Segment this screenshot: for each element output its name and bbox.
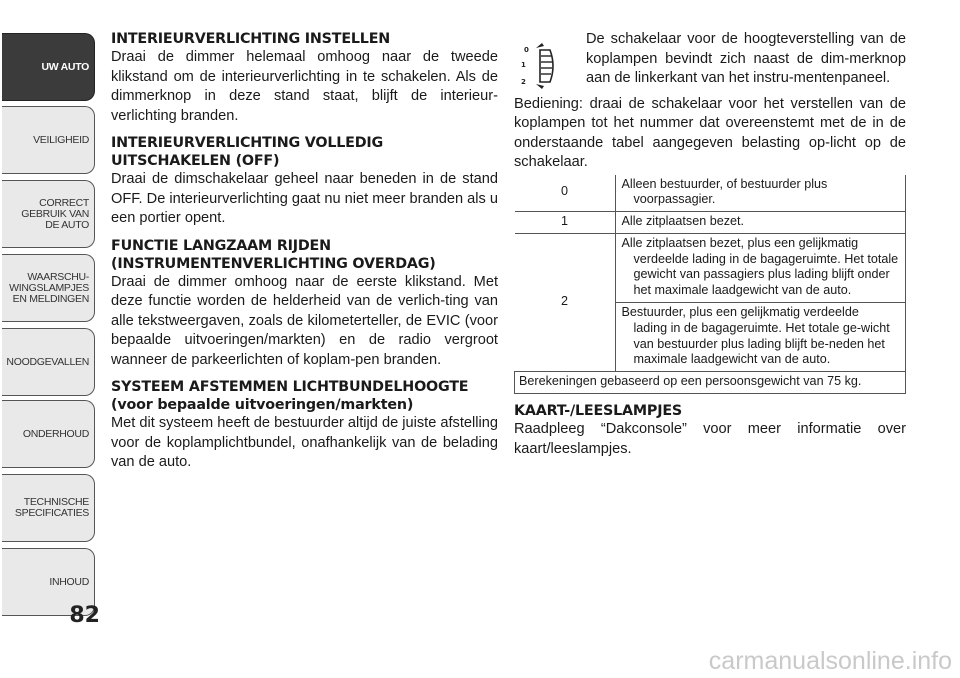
- table-cell-description: Alle zitplaatsen bezet.: [615, 212, 906, 234]
- table-row: [515, 372, 906, 394]
- section-body: Draai de dimschakelaar geheel naar beneden in de stand OFF. De interieurverlichting gaat nu niet meer branden als u een portier opent.: [111, 171, 498, 226]
- section-body: Met dit systeem heeft de bestuurder altijd de juiste afstelling voor de koplamplichtbundel, onafhankelijk van de belading van de auto.: [111, 415, 498, 470]
- section-title: INTERIEURVERLICHTING INSTELLEN: [111, 31, 391, 47]
- section-title: SYSTEEM AFSTEMMEN LICHTBUNDELHOOGTE (voor bepaalde uitvoeringen/markten): [111, 379, 469, 413]
- leveling-mark: 1: [521, 61, 526, 69]
- section-body: Draai de dimmer helemaal omhoog naar de tweede klikstand om de interieurverlichting in te schakelen. Als de dimmerknop in deze stand staat, blijft de interieur-verlichting branden.: [111, 49, 498, 124]
- chapter-tabs: [0, 0, 100, 678]
- table-cell-description: Bestuurder, plus een gelijkmatig verdeelde lading in de bagageruimte. Het totale ge-wicht van bestuurder plus lading blijft be-neden het maximale laadgewicht van de auto.: [615, 303, 906, 372]
- headlamp-leveling-icon: [514, 36, 586, 92]
- tab-technische-specificaties[interactable]: [2, 474, 95, 542]
- tab-label: ONDERHOUD: [22, 427, 89, 440]
- section-headlamp-leveling: [111, 378, 498, 473]
- table-row: [515, 233, 906, 302]
- section-body: Draai de dimmer omhoog naar de eerste klikstand. Met deze functie worden de helderheid van de verlich-ting van alle tekstweergaven, zoals de kilometerteller, de EVIC (voor bepaalde uitvoeringen/markten) en de radio vergroot wanneer de parkeerlichten of koplam-pen branden.: [111, 273, 498, 368]
- tab-waarschuwingslampjes[interactable]: [2, 254, 95, 322]
- tab-veiligheid[interactable]: [2, 106, 95, 174]
- tab-noodgevallen[interactable]: [2, 328, 95, 396]
- tab-label: CORRECT GEBRUIK VAN DE AUTO: [21, 196, 89, 231]
- tab-label: VEILIGHEID: [33, 133, 89, 146]
- section-title: INTERIEURVERLICHTING VOLLEDIG UITSCHAKELEN (OFF): [111, 135, 384, 169]
- tab-uw-auto[interactable]: [2, 33, 95, 101]
- table-cell-description: Alle zitplaatsen bezet, plus een gelijkmatig verdeelde lading in de bagageruimte. Het totale gewicht van passagiers plus lading blijft onder het maximale laadgewicht van de auto.: [615, 233, 906, 302]
- tab-label: UW AUTO: [41, 60, 89, 73]
- table-cell-position: 2: [515, 233, 616, 371]
- section-slow-driving-function: [111, 237, 498, 371]
- section-interior-lights-off: [111, 134, 498, 229]
- tab-label: NOODGEVALLEN: [6, 355, 89, 368]
- section-title: FUNCTIE LANGZAAM RIJDEN (INSTRUMENTENVERLICHTING OVERDAG): [111, 237, 436, 272]
- tab-onderhoud[interactable]: [2, 400, 95, 468]
- table-cell-description: Alleen bestuurder, of bestuurder plus voorpassagier.: [615, 175, 906, 212]
- leveling-mark: 2: [521, 78, 526, 86]
- page-number: 82: [69, 603, 100, 628]
- table-row: [515, 175, 906, 212]
- leveling-intro: [514, 30, 906, 95]
- right-column: [514, 30, 906, 467]
- section-interior-lights-on: [111, 30, 498, 126]
- load-table: [514, 175, 906, 395]
- table-footnote: Berekeningen gebaseerd op een persoonsgewicht van 75 kg.: [515, 372, 906, 394]
- leveling-mark: 0: [524, 46, 529, 54]
- leveling-intro-text: De schakelaar voor de hoogteverstelling van de koplampen bevindt zich naast de dim-merknop aan de linkerkant van het instru-mentenpaneel.: [586, 31, 906, 86]
- left-column: [111, 30, 498, 481]
- section-map-lights: [514, 402, 906, 459]
- tab-label: TECHNISCHE SPECIFICATIES: [14, 496, 89, 519]
- tab-label: INHOUD: [49, 575, 89, 588]
- watermark: carmanualsonline.info: [708, 647, 952, 675]
- tab-correct-gebruik[interactable]: [2, 180, 95, 248]
- leveling-usage-text: Bediening: draai de schakelaar voor het verstellen van de koplampen tot het nummer dat overeenstemt met de in de onderstaande tabel aangegeven belasting op-licht op de schakelaar.: [514, 95, 906, 170]
- section-title: KAART-/LEESLAMPJES: [514, 403, 682, 420]
- section-body: Raadpleeg “Dakconsole” voor meer informatie over kaart/leeslampjes.: [514, 421, 906, 457]
- table-cell-position: 0: [515, 175, 616, 212]
- table-row: [515, 212, 906, 234]
- tab-label: WAARSCHU- WINGSLAMPJES EN MELDINGEN: [9, 270, 89, 305]
- table-cell-position: 1: [515, 212, 616, 234]
